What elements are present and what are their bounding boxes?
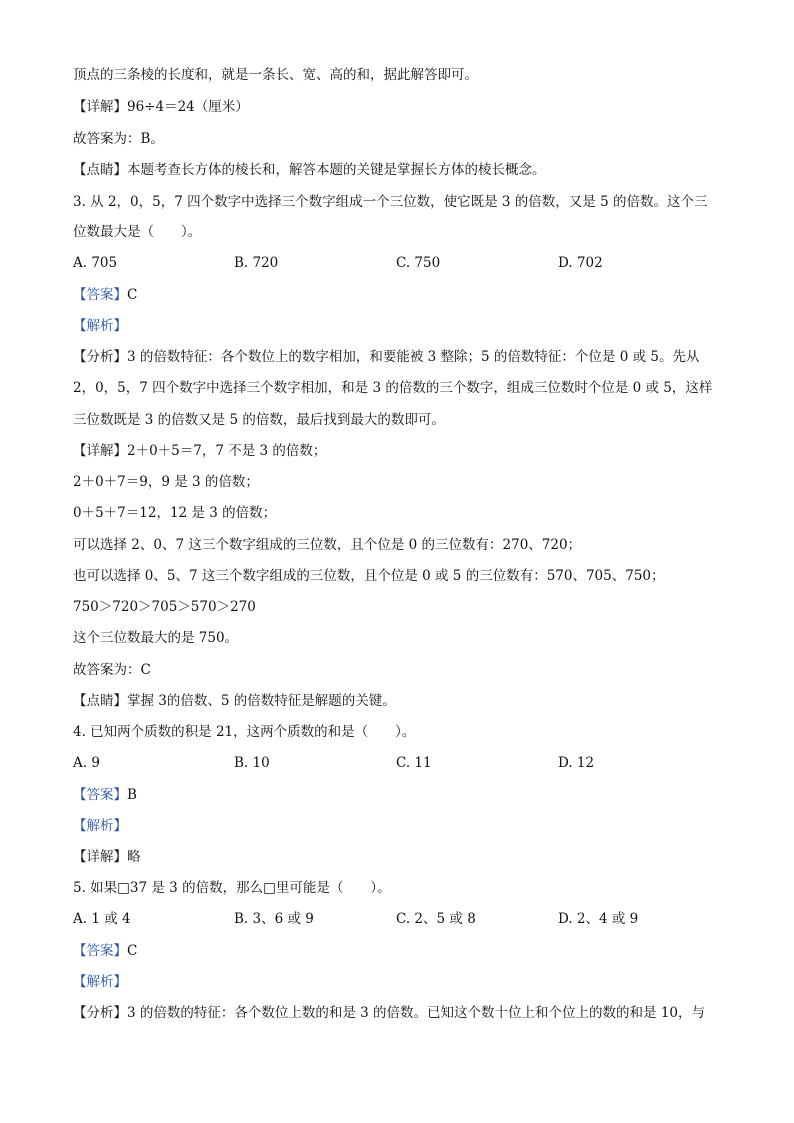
answer-tag: 【答案】 <box>73 787 127 803</box>
text-line: 顶点的三条棱的长度和，就是一条长、宽、高的和，据此解答即可。 <box>73 67 478 83</box>
question-3-stem-cont: 位数最大是（ ）。 <box>73 224 202 240</box>
analysis-tag: 【解析】 <box>73 974 127 990</box>
q4-option-b: B. 10 <box>234 755 270 771</box>
q3-option-b: B. 720 <box>234 255 279 271</box>
remark-tag: 【点睛】 <box>73 693 127 709</box>
fenxi-tag: 【分析】 <box>73 1005 127 1021</box>
question-3-stem: 3. 从 2，0，5，7 四个数字中选择三个数字组成一个三位数，使它既是 3 的倍数，又是 5 的倍数。这个三 <box>73 194 708 210</box>
q4-analysis-heading <box>73 817 733 835</box>
answer-tag: 【答案】 <box>73 287 127 303</box>
q5-option-d: D. 2、4 或 9 <box>558 911 639 927</box>
q5-answer-line <box>73 942 733 960</box>
q5-answer: C <box>127 943 138 959</box>
q4-detail-line: 【详解】略 <box>73 849 141 865</box>
q4-option-c: C. 11 <box>396 755 432 771</box>
remark-line: 【点睛】本题考查长方体的棱长和，解答本题的关键是掌握长方体的棱长概念。 <box>73 162 546 178</box>
q4-answer-line <box>73 786 733 804</box>
q3-answer: C <box>127 287 138 303</box>
q3-detail-line-1: 【详解】2＋0＋5＝7，7 不是 3 的倍数； <box>73 443 327 459</box>
q5-analysis-heading <box>73 973 733 991</box>
q3-answer-line <box>73 286 733 304</box>
analysis-tag: 【解析】 <box>73 818 127 834</box>
q4-option-d: D. 12 <box>558 755 595 771</box>
detail-tag: 【详解】 <box>73 849 127 865</box>
question-4-stem: 4. 已知两个质数的积是 21，这两个质数的和是（ ）。 <box>73 724 416 740</box>
q3-fenxi-line-1: 【分析】3 的倍数特征：各个数位上的数字相加，和要能被 3 整除；5 的倍数特征：个位是 0 或 5。先从 <box>73 349 700 365</box>
q5-option-c: C. 2、5 或 8 <box>396 911 476 927</box>
question-5-stem: 5. 如果□37 是 3 的倍数，那么□里可能是（ ）。 <box>73 880 391 896</box>
answer-tag: 【答案】 <box>73 943 127 959</box>
q4-answer: B <box>127 787 137 803</box>
q3-detail-line-5: 也可以选择 0、5、7 这三个数字组成的三位数，且个位是 0 或 5 的三位数有：570、705、750； <box>73 568 665 584</box>
conclusion-line: 故答案为：B。 <box>73 131 164 147</box>
q3-option-c: C. 750 <box>396 255 441 271</box>
detail-line: 【详解】96÷4＝24（厘米） <box>73 99 249 115</box>
q3-conclusion: 故答案为：C <box>73 662 151 678</box>
q3-fenxi-line-3: 三位数既是 3 的倍数又是 5 的倍数，最后找到最大的数即可。 <box>73 412 445 428</box>
q3-fenxi-line-2: 2，0，5，7 四个数字中选择三个数字相加，和是 3 的倍数的三个数字，组成三位数时个位是 0 或 5，这样 <box>73 380 713 396</box>
q3-detail-line-4: 可以选择 2、0、7 这三个数字组成的三位数，且个位是 0 的三位数有：270、720； <box>73 537 582 553</box>
q3-detail-line-3: 0＋5＋7＝12，12 是 3 的倍数； <box>73 505 277 521</box>
q3-option-a: A. 705 <box>73 255 118 271</box>
q4-option-a: A. 9 <box>73 755 100 771</box>
q3-remark-line: 【点睛】掌握 3的倍数、5 的倍数特征是解题的关键。 <box>73 693 396 709</box>
q3-detail-line-7: 这个三位数最大的是 750。 <box>73 630 239 646</box>
q5-option-b: B. 3、6 或 9 <box>234 911 314 927</box>
q3-option-d: D. 702 <box>558 255 603 271</box>
q3-detail-line-2: 2＋0＋7＝9，9 是 3 的倍数； <box>73 474 259 490</box>
q5-fenxi-line-1: 【分析】3 的倍数的特征：各个数位上数的和是 3 的倍数。已知这个数十位上和个位上的数的和是 10，与 <box>73 1005 706 1021</box>
fenxi-tag: 【分析】 <box>73 349 127 365</box>
detail-tag: 【详解】 <box>73 99 127 115</box>
remark-tag: 【点睛】 <box>73 162 127 178</box>
q3-detail-line-6: 750＞720＞705＞570＞270 <box>73 599 256 615</box>
detail-tag: 【详解】 <box>73 443 127 459</box>
q5-option-a: A. 1 或 4 <box>73 911 131 927</box>
q3-analysis-heading <box>73 317 733 335</box>
analysis-tag: 【解析】 <box>73 318 127 334</box>
